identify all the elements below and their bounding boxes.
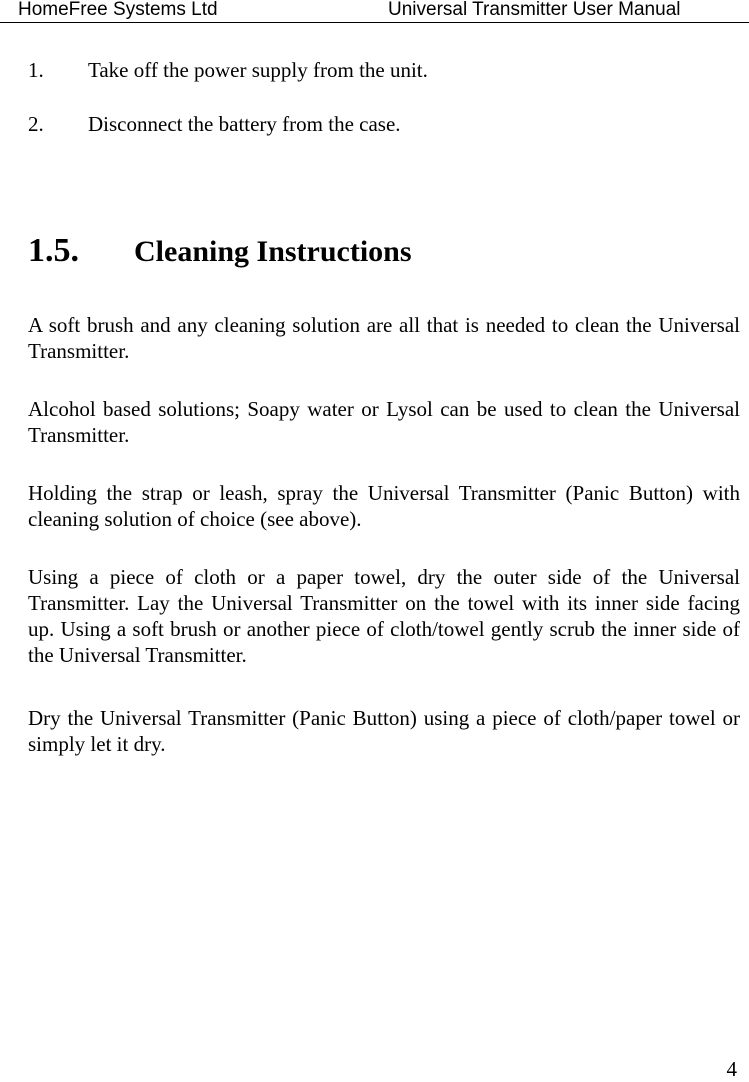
- header-company: HomeFree Systems Ltd: [18, 0, 218, 20]
- page-number: 4: [726, 1057, 737, 1081]
- header-manual-title: Universal Transmitter User Manual: [388, 0, 681, 20]
- list-item-text: Disconnect the battery from the case.: [88, 112, 401, 136]
- paragraph-cleaning-solutions: Alcohol based solutions; Soapy water or Lysol can be used to clean the Universal Transmitter.: [28, 397, 740, 447]
- list-item-number: 1.: [28, 58, 44, 82]
- section-heading: [28, 232, 412, 270]
- section-title: Cleaning Instructions: [134, 235, 412, 268]
- list-item-text: Take off the power supply from the unit.: [88, 58, 428, 82]
- page-header: [0, 0, 749, 23]
- list-item: [28, 112, 401, 136]
- list-item: [28, 58, 428, 82]
- paragraph-cleaning-tools: A soft brush and any cleaning solution are all that is needed to clean the Universal Transmitter.: [28, 313, 740, 363]
- list-item-number: 2.: [28, 112, 44, 136]
- paragraph-spray-step: Holding the strap or leash, spray the Universal Transmitter (Panic Button) with cleaning solution of choice (see above).: [28, 481, 740, 531]
- paragraph-scrub-step: Using a piece of cloth or a paper towel, dry the outer side of the Universal Transmitter. Lay the Universal Transmitter on the towel with its inner side facing up. Using a soft brush or another piece of cloth/towel gently scrub the inner side of the Universal Transmitter.: [28, 565, 740, 667]
- section-number: 1.5.: [28, 232, 79, 269]
- paragraph-dry-step: Dry the Universal Transmitter (Panic Button) using a piece of cloth/paper towel or simply let it dry.: [28, 706, 740, 756]
